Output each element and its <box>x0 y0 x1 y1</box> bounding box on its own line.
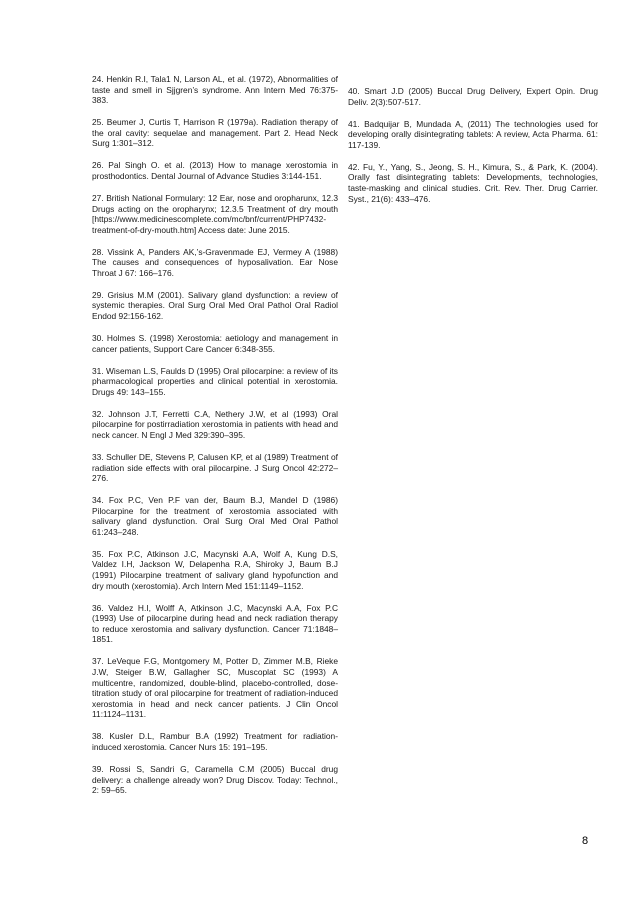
references-left-column <box>92 74 338 807</box>
reference-39: 39. Rossi S, Sandri G, Caramella C.M (2005) Buccal drug delivery: a challenge already won? Drug Discov. Today: Technol., 2: 59–65. <box>92 763 338 796</box>
reference-27: 27. British National Formulary: 12 Ear, nose and oropharunx, 12.3 Drugs acting on the oropharynx; 12.3.5 Treatment of dry mouth [https://www.medicinescomplete.com/mc/bnf/current/PHP7432-treatment-of-dry-mouth.htm] Access date: June 2015. <box>92 192 338 235</box>
reference-37: 37. LeVeque F.G, Montgomery M, Potter D, Zimmer M.B, Rieke J.W, Steiger B.W, Gallagher SC, Muscoplat SC (1993) A multicentre, randomized, double-blind, placebo-controlled, dose-titration study of oral pilocarpine for treatment of radiation-induced xerostomia in head and neck cancer patients. J Clin Oncol 11:1124–1131. <box>92 656 338 720</box>
reference-42: 42. Fu, Y., Yang, S., Jeong, S. H., Kimura, S., & Park, K. (2004). Orally fast disintegrating tablets: Developments, technologies, taste-masking and clinical studies. Crit. Rev. Ther. Drug Carrier. Syst., 21(6): 433–476. <box>348 161 598 204</box>
reference-33: 33. Schuller DE, Stevens P, Calusen KP, et al (1989) Treatment of radiation side effects with oral pilocarpine. J Surg Oncol 42:272–276. <box>92 451 338 484</box>
reference-30: 30. Holmes S. (1998) Xerostomia: aetiology and management in cancer patients, Support Care Cancer 6:348-355. <box>92 333 338 354</box>
reference-28: 28. Vissink A, Panders AK,’s-Gravenmade EJ, Vermey A (1988) The causes and consequences of hyposalivation. Ear Nose Throat J 67: 166–176. <box>92 246 338 278</box>
reference-29: 29. Grisius M.M (2001). Salivary gland dysfunction: a review of systemic therapies. Oral Surg Oral Med Oral Pathol Oral Radiol Endod 92:156-162. <box>92 289 338 322</box>
reference-36: 36. Valdez H.I, Wolff A, Atkinson J.C, Macynski A.A, Fox P.C (1993) Use of pilocarpine during head and neck radiation therapy to reduce xerostomia and salivary dysfunction. Cancer 71:1848–1851. <box>92 602 338 645</box>
reference-26: 26. Pal Singh O. et al. (2013) How to manage xerostomia in prosthodontics. Dental Journal of Advance Studies 3:144-151. <box>92 160 338 181</box>
reference-38: 38. Kusler D.L, Rambur B.A (1992) Treatment for radiation-induced xerostomia. Cancer Nurs 15: 191–195. <box>92 731 338 752</box>
reference-40: 40. Smart J.D (2005) Buccal Drug Delivery, Expert Opin. Drug Deliv. 2(3):507-517. <box>348 86 598 107</box>
reference-32: 32. Johnson J.T, Ferretti C.A, Nethery J.W, et al (1993) Oral pilocarpine for postirradiation xerostomia in patients with head and neck cancer. N Engl J Med 329:390–395. <box>92 408 338 440</box>
reference-41: 41. Badquijar B, Mundada A, (2011) The technologies used for developing orally disintegrating tablets: A review, Acta Pharma. 61: 117-139. <box>348 118 598 150</box>
page-number: 8 <box>582 835 589 847</box>
reference-34: 34. Fox P.C, Ven P.F van der, Baum B.J, Mandel D (1986) Pilocarpine for the treatment of xerostomia associated with salivary gland dysfunction. Oral Surg Oral Med Oral Pathol 61:243–248. <box>92 495 338 537</box>
reference-31: 31. Wiseman L.S, Faulds D (1995) Oral pilocarpine: a review of its pharmacological properties and clinical potential in xerostomia. Drugs 49: 143–155. <box>92 365 338 397</box>
reference-35: 35. Fox P.C, Atkinson J.C, Macynski A.A, Wolf A, Kung D.S, Valdez I.H, Jackson W, Delapenha R.A, Shiroky J, Baum B.J (1991) Pilocarpine treatment of salivary gland hypofunction and dry mouth (xerostomia). Arch Intern Med 151:1149–1152. <box>92 548 338 591</box>
reference-24: 24. Henkin R.I, Tala1 N, Larson AL, et al. (1972), Abnormalities of taste and smell in Sjjgren’s syndrome. Ann Intern Med 76:375-383. <box>92 74 338 106</box>
references-right-column <box>348 86 598 216</box>
reference-25: 25. Beumer J, Curtis T, Harrison R (1979a). Radiation therapy of the oral cavity: sequelae and management. Part 2. Head Neck Surg 1:301–312. <box>92 117 338 149</box>
